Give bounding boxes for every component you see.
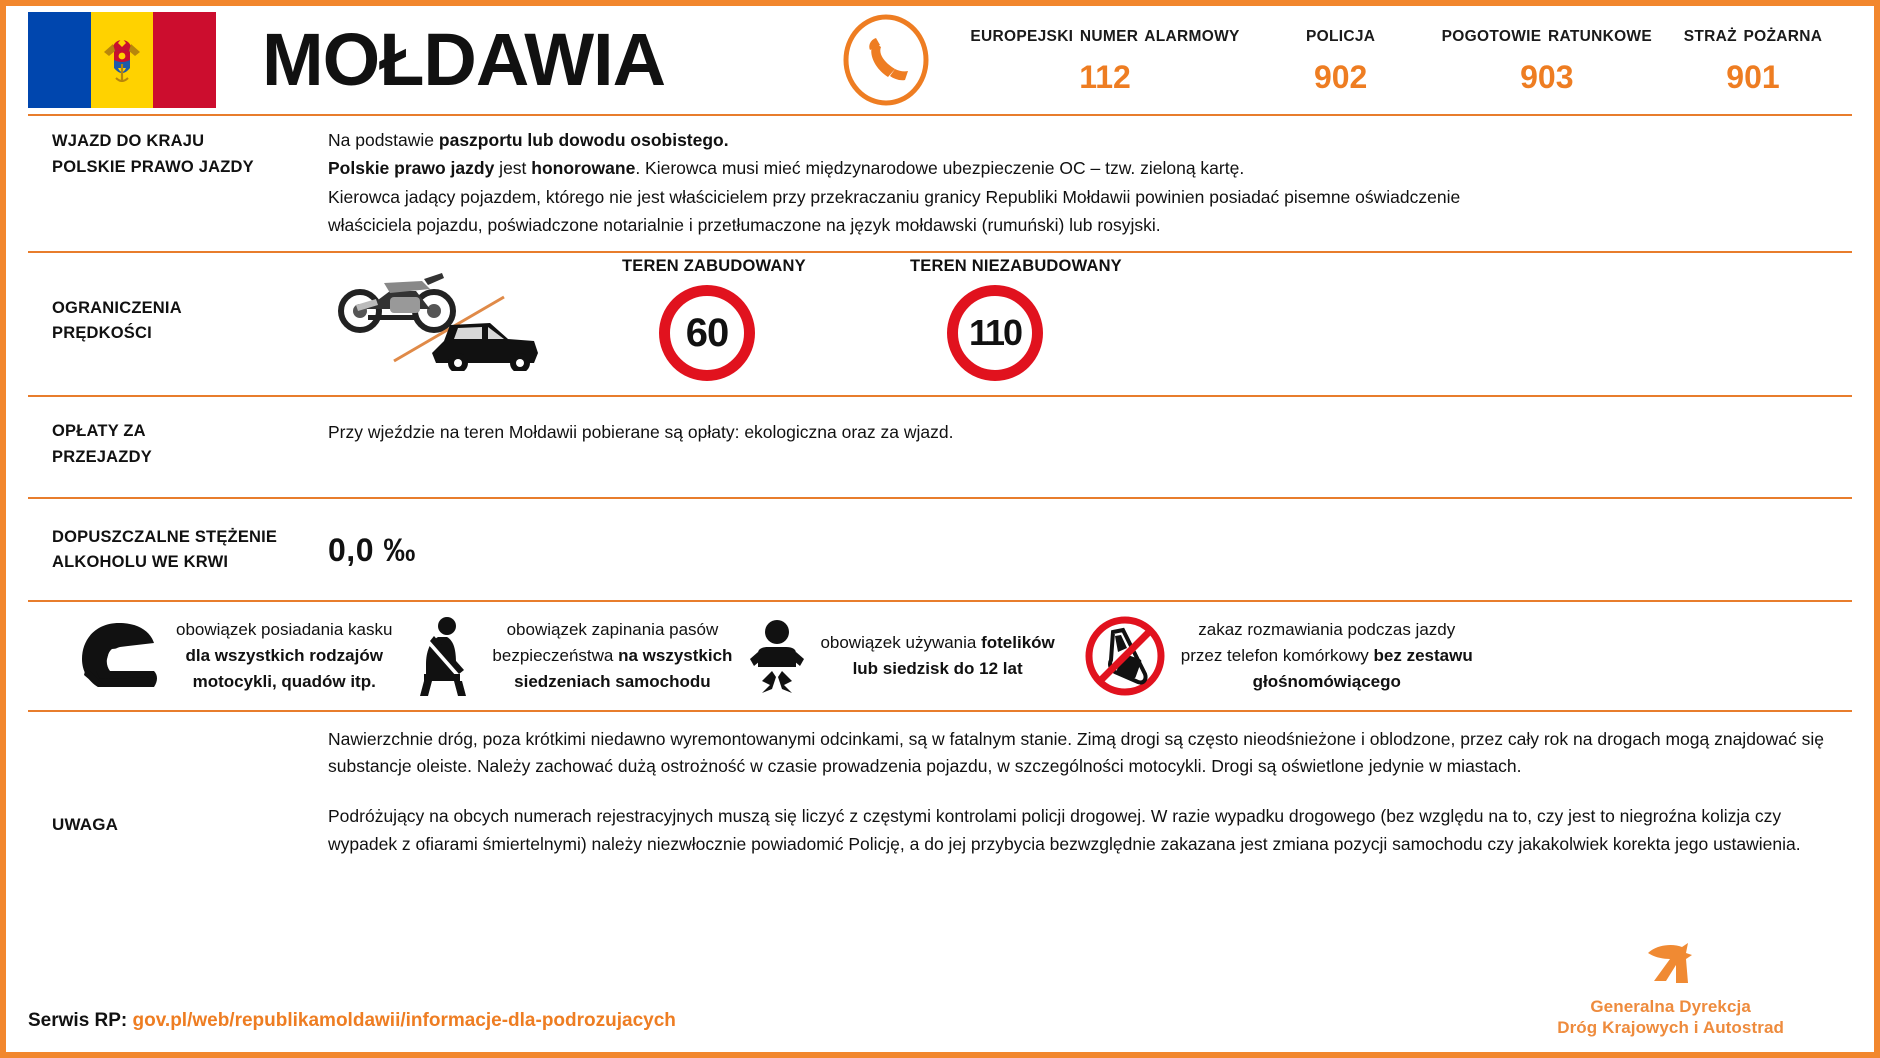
entry-line-2-post: . Kierowca musi mieć międzynarodowe ubezpieczenie OC – tzw. zieloną kartę. bbox=[635, 158, 1245, 179]
rule-no-phone bbox=[1083, 614, 1473, 698]
emergency-label: STRAŻ POŻARNA bbox=[1683, 28, 1823, 46]
rule-line-3: głośnomówiącego bbox=[1252, 671, 1401, 691]
serwis-rp-url[interactable]: gov.pl/web/republikamoldawii/informacje-dla-podrozujacych bbox=[132, 1010, 676, 1031]
entry-line-1 bbox=[328, 126, 1852, 154]
rule-child-seat-caption bbox=[820, 630, 1054, 682]
no-mobile-phone-icon bbox=[1083, 614, 1167, 698]
speed-limit-rural bbox=[910, 257, 1122, 381]
rule-line-1: obowiązek zapinania pasów bbox=[506, 619, 719, 639]
rule-line-2-bold: bez zestawu bbox=[1373, 645, 1473, 665]
emergency-item-ambulance bbox=[1434, 27, 1660, 93]
rule-line-2-pre: bezpieczeństwa bbox=[492, 645, 619, 665]
section-tolls-body bbox=[328, 419, 1852, 470]
emergency-number: 903 bbox=[1520, 58, 1574, 95]
entry-line-2-bold2: honorowane bbox=[531, 158, 636, 179]
rule-line-2: lub siedzisk do 12 lat bbox=[852, 658, 1023, 678]
country-title: MOŁDAWIA bbox=[262, 18, 666, 101]
uwaga-paragraph-2: Podróżujący na obcych numerach rejestracyjnych muszą się liczyć z częstymi kontrolami policji drogowej. W razie wypadku drogowego (bez względu na to, czy jest to niegroźna kolizja czy wypadek z ofiarami śmiertelnymi) należy niezwłocznie powiadomić Policję, a do jej przybycia bezwzględnie zakazana jest zmiana pozycji samochodu czy jakakolwiek korekta jego ustawienia. bbox=[328, 805, 1801, 854]
moldova-crest-icon bbox=[99, 30, 145, 90]
rule-line-3: siedzeniach samochodu bbox=[514, 671, 711, 691]
rule-seatbelt bbox=[414, 616, 732, 696]
section-entry bbox=[28, 116, 1852, 251]
rule-helmet-caption bbox=[176, 617, 392, 694]
label-line: OPŁATY ZA bbox=[52, 422, 146, 441]
motorcycle-and-car-icon bbox=[336, 255, 586, 376]
section-tolls-label bbox=[28, 419, 328, 470]
section-entry-body bbox=[328, 126, 1852, 239]
label-line: PRZEJAZDY bbox=[52, 447, 152, 466]
label-line: OGRANICZENIA bbox=[52, 298, 182, 317]
tolls-text: Przy wjeździe na teren Mołdawii pobierane są opłaty: ekologiczna oraz za wjazd. bbox=[328, 422, 954, 443]
entry-line-1-bold: paszportu lub dowodu osobistego. bbox=[438, 130, 729, 150]
motorcycle-helmet-icon bbox=[76, 619, 162, 693]
emergency-label: POGOTOWIE RATUNKOWE bbox=[1441, 28, 1652, 46]
section-uwaga-label bbox=[28, 726, 328, 926]
entry-line-4: właściciela pojazdu, poświadczone notarialnie i przetłumaczone na język mołdawski (rumuński) lub rosyjski. bbox=[328, 215, 1161, 236]
speed-limit-urban bbox=[622, 257, 806, 381]
emergency-number: 902 bbox=[1313, 58, 1368, 95]
serwis-rp bbox=[28, 1010, 676, 1038]
emergency-number: 112 bbox=[1079, 58, 1131, 95]
emergency-item-fire bbox=[1660, 27, 1846, 93]
footer bbox=[28, 941, 1852, 1038]
section-alcohol-body bbox=[328, 532, 1852, 569]
emergency-label: EUROPEJSKI NUMER ALARMOWY bbox=[970, 28, 1240, 46]
label-line: DOPUSZCZALNE STĘŻENIE bbox=[52, 527, 278, 546]
rule-line-2-bold: na wszystkich bbox=[618, 645, 733, 665]
rule-child-seat bbox=[748, 619, 1054, 693]
speed-limit-sign bbox=[659, 285, 755, 381]
seatbelt-icon bbox=[414, 616, 478, 696]
entry-line-3: Kierowca jadący pojazdem, którego nie jest właścicielem przy przekraczaniu granicy Republiki Mołdawii powinien posiadać pisemne oświadczenie bbox=[328, 186, 1461, 207]
section-uwaga-body bbox=[328, 726, 1852, 926]
rule-line-2: dla wszystkich rodzajów bbox=[185, 645, 383, 665]
section-entry-label bbox=[28, 126, 328, 239]
entry-line-2 bbox=[328, 154, 1852, 182]
alcohol-limit-value: 0,0 ‰ bbox=[328, 532, 416, 569]
label-line: ALKOHOLU WE KRWI bbox=[52, 553, 229, 572]
rule-line-1-bold: fotelików bbox=[981, 632, 1055, 652]
child-seat-icon bbox=[748, 619, 806, 693]
rule-no-phone-caption bbox=[1181, 617, 1473, 694]
speed-limit-sign bbox=[947, 285, 1043, 381]
gddkia-eagle-logo-icon bbox=[1642, 941, 1700, 989]
emergency-number: 901 bbox=[1726, 58, 1780, 95]
label-line: POLSKIE PRAWO JAZDY bbox=[52, 157, 254, 176]
speed-caption: TEREN ZABUDOWANY bbox=[622, 257, 806, 276]
gddkia-logo bbox=[1557, 941, 1852, 1038]
entry-line-1-pre: Na podstawie bbox=[328, 130, 439, 150]
label-line: UWAGA bbox=[52, 815, 119, 835]
header bbox=[28, 6, 1852, 114]
uwaga-paragraph-1: Nawierzchnie dróg, poza krótkimi niedawno wyremontowanymi odcinkami, są w fatalnym stanie. Zimą drogi są często nieodśnieżone i oblodzone, przez cały rok na drogach mogą znajdować się substancje oleiste. Należy zachować dużą ostrożność w czasie prowadzenia pojazdu, w szczególności motocykli. Drogi są oświetlone jedynie w miastach. bbox=[328, 728, 1825, 777]
emergency-item-police bbox=[1248, 27, 1434, 93]
rule-seatbelt-caption bbox=[492, 617, 732, 694]
label-line: WJAZD DO KRAJU bbox=[52, 132, 205, 150]
speed-limit-value: 60 bbox=[685, 311, 729, 356]
section-speed-label bbox=[28, 255, 328, 387]
section-speed-body bbox=[328, 255, 1852, 387]
emergency-item-eu bbox=[962, 27, 1247, 93]
rule-line-3: motocykli, quadów itp. bbox=[192, 671, 376, 691]
section-tolls bbox=[28, 397, 1852, 496]
gddkia-logo-line-1: Generalna Dyrekcja bbox=[1590, 996, 1751, 1016]
section-alcohol bbox=[28, 499, 1852, 600]
rule-helmet bbox=[76, 617, 392, 694]
emergency-numbers bbox=[840, 14, 1852, 106]
moldova-flag-icon bbox=[28, 12, 216, 108]
section-safety-rules bbox=[28, 602, 1852, 710]
speed-caption: TEREN NIEZABUDOWANY bbox=[910, 257, 1122, 276]
phone-handset-icon bbox=[840, 14, 932, 106]
serwis-rp-label: Serwis RP: bbox=[28, 1010, 128, 1031]
rule-line-2-pre: przez telefon komórkowy bbox=[1180, 645, 1374, 665]
rule-line-1: zakaz rozmawiania podczas jazdy bbox=[1198, 619, 1456, 639]
rule-line-1: obowiązek posiadania kasku bbox=[176, 619, 393, 639]
entry-line-2-mid: jest bbox=[494, 158, 532, 179]
rule-line-1-pre: obowiązek używania bbox=[820, 632, 982, 652]
gddkia-logo-line-2: Dróg Krajowych i Autostrad bbox=[1557, 1017, 1784, 1037]
speed-limit-value: 110 bbox=[968, 312, 1022, 354]
section-uwaga bbox=[28, 712, 1852, 926]
label-line: PRĘDKOŚCI bbox=[52, 324, 152, 343]
section-speed-limits bbox=[28, 253, 1852, 395]
emergency-label: POLICJA bbox=[1306, 28, 1376, 46]
section-alcohol-label bbox=[28, 525, 328, 576]
entry-line-2-bold1: Polskie prawo jazdy bbox=[328, 158, 495, 179]
